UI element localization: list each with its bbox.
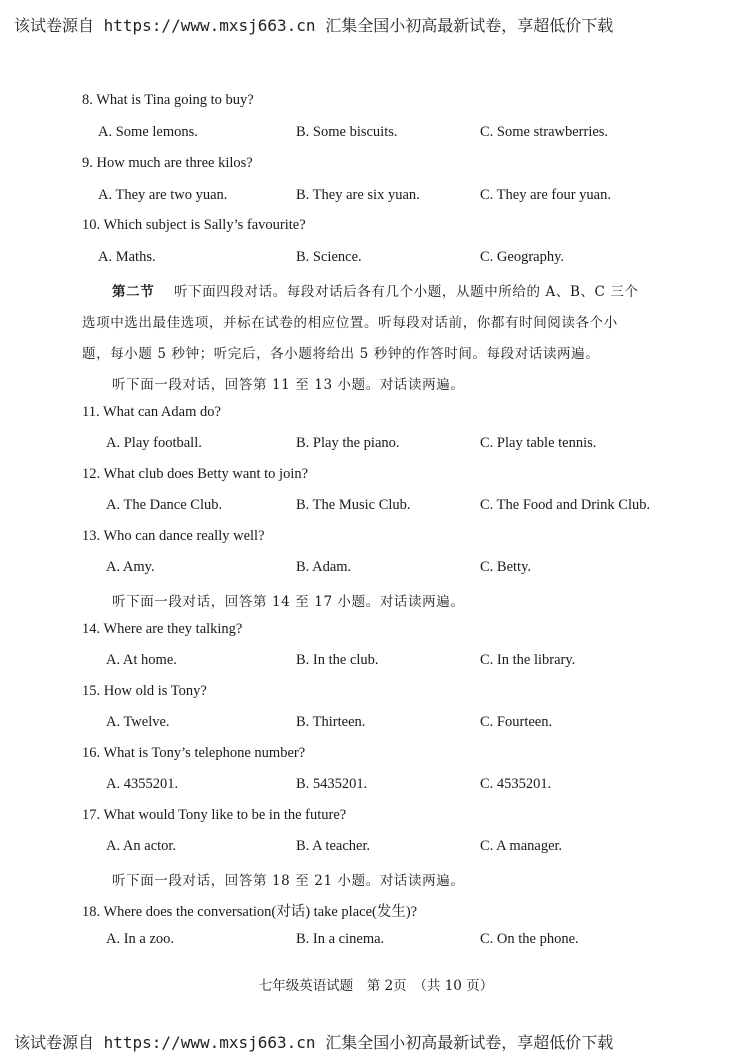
option-b: B. Play the piano.	[296, 435, 400, 451]
option-b: B. The Music Club.	[296, 497, 411, 513]
option-a: A. 4355201.	[106, 776, 179, 792]
option-b: B. Science.	[296, 249, 362, 265]
question-10: 10. Which subject is Sally’s favourite?	[82, 217, 306, 233]
option-a: A. An actor.	[106, 838, 177, 854]
question-17: 17. What would Tony like to be in the future?	[82, 807, 347, 823]
dialogue-instruction: 听下面一段对话，回答第 14 至 17 小题。对话读两遍。	[112, 594, 465, 610]
question-9: 9. How much are three kilos?	[82, 155, 253, 171]
option-c: C. They are four yuan.	[480, 187, 611, 203]
option-b: B. In a cinema.	[296, 931, 385, 947]
option-c: C. 4535201.	[480, 776, 552, 792]
option-b: B. They are six yuan.	[296, 187, 420, 203]
option-c: C. In the library.	[480, 652, 576, 668]
question-14: 14. Where are they talking?	[82, 621, 243, 637]
source-banner-top: 该试卷源自 https://www.mxsj663.cn 汇集全国小初高最新试卷，享超低价下载	[14, 16, 614, 35]
option-b: B. Some biscuits.	[296, 124, 398, 140]
source-banner-bottom: 该试卷源自 https://www.mxsj663.cn 汇集全国小初高最新试卷，享超低价下载	[14, 1033, 614, 1052]
option-b: B. A teacher.	[296, 838, 371, 854]
section-heading: 第二节	[112, 284, 155, 300]
option-a: A. Maths.	[98, 249, 156, 265]
option-c: C. Fourteen.	[480, 714, 553, 730]
option-c: C. Betty.	[480, 559, 532, 575]
dialogue-instruction: 听下面一段对话，回答第 18 至 21 小题。对话读两遍。	[112, 873, 465, 889]
section-instruction-line: 题，每小题 5 秒钟；听完后，各小题将给出 5 秒钟的作答时间。每段对话读两遍。	[82, 346, 600, 362]
question-12: 12. What club does Betty want to join?	[82, 466, 309, 482]
question-18: 18. Where does the conversation(对话) take place(发生)?	[82, 904, 418, 920]
option-c: C. Some strawberries.	[480, 124, 609, 140]
option-c: C. Geography.	[480, 249, 565, 265]
question-15: 15. How old is Tony?	[82, 683, 207, 699]
option-c: C. The Food and Drink Club.	[480, 497, 651, 513]
option-b: B. In the club.	[296, 652, 379, 668]
option-a: A. They are two yuan.	[98, 187, 228, 203]
option-a: A. In a zoo.	[106, 931, 175, 947]
option-b: B. Adam.	[296, 559, 352, 575]
option-a: A. Some lemons.	[98, 124, 198, 140]
question-8: 8. What is Tina going to buy?	[82, 92, 254, 108]
option-a: A. Play football.	[106, 435, 202, 451]
option-a: A. At home.	[106, 652, 177, 668]
section-instruction-line: 听下面四段对话。每段对话后各有几个小题，从题中所给的 A、B、C 三个	[174, 284, 639, 300]
page-footer: 七年级英语试题 第 2页 （共 10 页）	[258, 978, 494, 994]
option-a: A. Twelve.	[106, 714, 170, 730]
question-13: 13. Who can dance really well?	[82, 528, 265, 544]
option-c: C. On the phone.	[480, 931, 579, 947]
question-11: 11. What can Adam do?	[82, 404, 221, 420]
option-b: B. Thirteen.	[296, 714, 366, 730]
option-a: A. The Dance Club.	[106, 497, 223, 513]
option-c: C. A manager.	[480, 838, 563, 854]
section-instruction-line: 选项中选出最佳选项，并标在试卷的相应位置。听每段对话前，你都有时间阅读各个小	[82, 315, 618, 331]
dialogue-instruction: 听下面一段对话，回答第 11 至 13 小题。对话读两遍。	[112, 377, 465, 393]
option-a: A. Amy.	[106, 559, 155, 575]
option-c: C. Play table tennis.	[480, 435, 597, 451]
question-16: 16. What is Tony’s telephone number?	[82, 745, 306, 761]
option-b: B. 5435201.	[296, 776, 368, 792]
